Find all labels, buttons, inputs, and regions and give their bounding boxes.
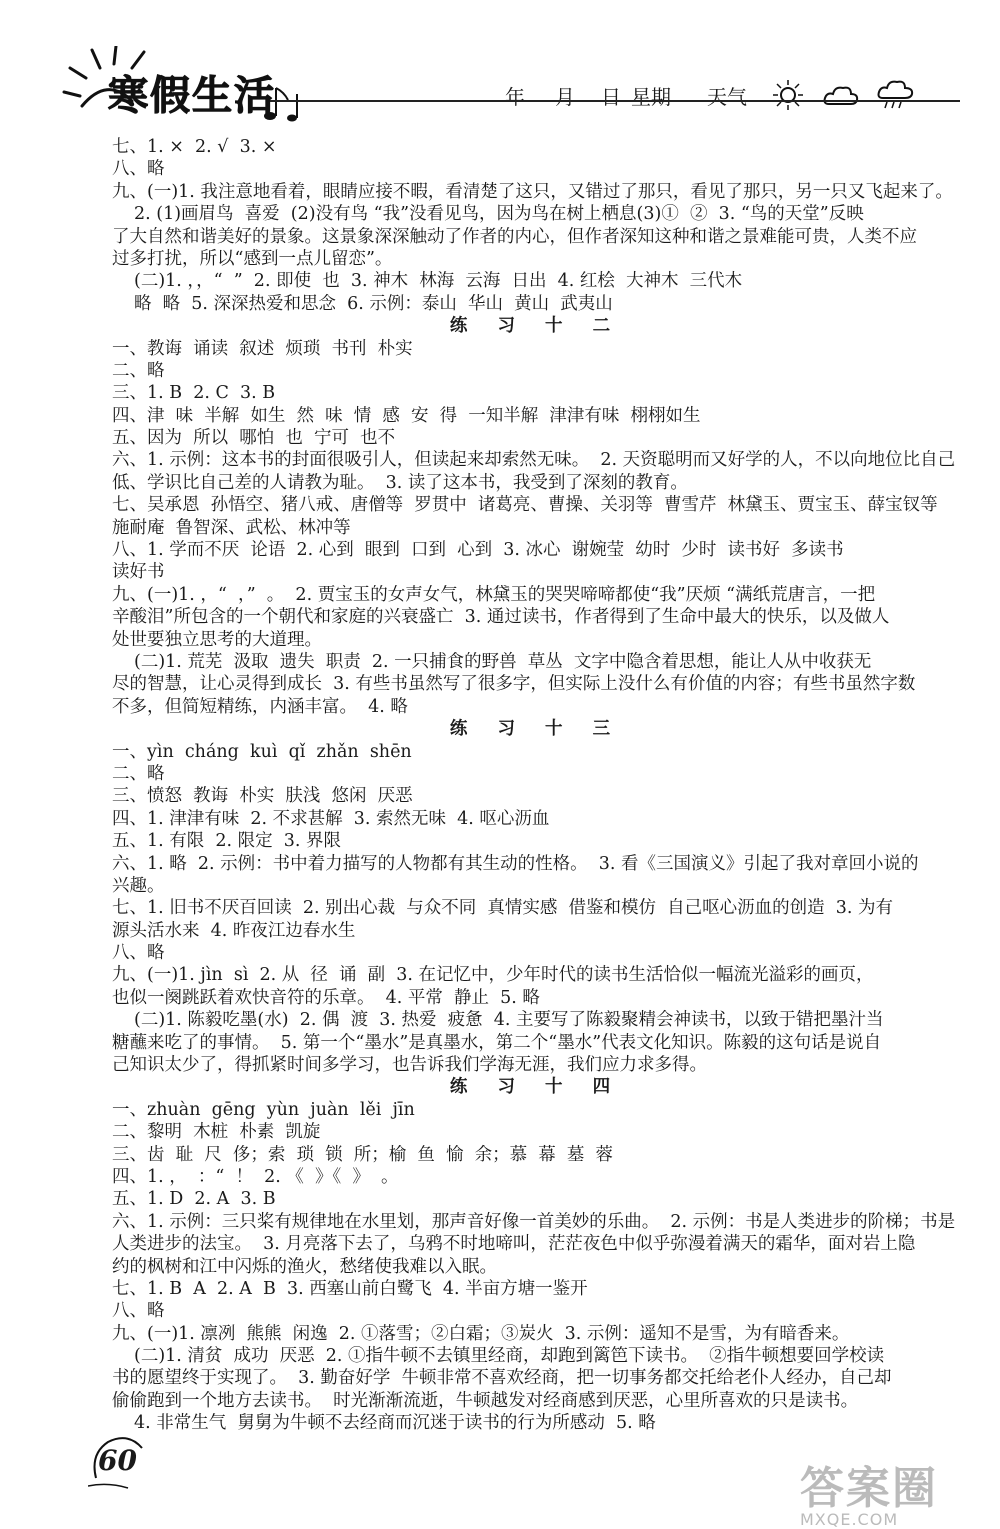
page-number: 60 (98, 1444, 137, 1477)
answer-line: 兴趣。 (112, 875, 165, 896)
answer-line: 施耐庵 鲁智深、武松、林冲等 (112, 517, 351, 538)
watermark-url: MXQE.COM (800, 1510, 899, 1529)
answer-line: 处世要独立思考的大道理。 (112, 629, 322, 650)
day-label: 日 (601, 84, 621, 109)
answer-line: 2. (1)画眉鸟 喜爱 (2)没有鸟 “我”没看见鸟，因为鸟在树上栖息(3)① ② 3. “鸟的天堂”反映 (134, 204, 864, 225)
answer-line: 七、1. 旧书不厌百回读 2. 别出心裁 与众不同 真情实感 借鉴和模仿 自己呕心沥血的创造 3. 为有 (112, 898, 894, 919)
answer-line: 五、1. 有限 2. 限定 3. 界限 (112, 831, 342, 852)
answer-line: 略 略 5. 深深热爱和思念 6. 示例：泰山 华山 黄山 武夷山 (134, 293, 613, 314)
answer-line: 六、1. 示例：三只桨有规律地在水里划，那声音好像一首美妙的乐曲。 2. 示例：书是人类进步的阶梯；书是 (112, 1211, 956, 1232)
answer-line: 三、1. B 2. C 3. B (112, 383, 276, 404)
answer-line: 九、(一)1. 凛冽 熊熊 闲逸 2. ①落雪；②白霜；③炭火 3. 示例：遥知不是雪，为有暗香来。 (112, 1323, 850, 1344)
answer-line: 四、1. ， ：“ ！ 2. 《 》《 》 。 (112, 1166, 399, 1187)
answer-line: 七、1. × 2. √ 3. × (112, 137, 277, 157)
answer-line: (二)1. 荒芜 汲取 遗失 职责 2. 一只捕食的野兽 草丛 文字中隐含着思想，能让人从中收获无 (134, 651, 872, 672)
answer-line: 二、黎明 木桩 朴素 凯旋 (112, 1122, 321, 1143)
sun-icon (771, 80, 805, 110)
answer-line: 一、教诲 诵读 叙述 烦琐 书刊 朴实 (112, 338, 413, 359)
answer-line: 偷偷跑到一个地方去读书。 时光渐渐流逝，牛顿越发对经商感到厌恶，心里所喜欢的只是读书。 (112, 1390, 859, 1411)
answer-line: 八、1. 学而不厌 论语 2. 心到 眼到 口到 心到 3. 冰心 谢婉莹 幼时 少时 读书好 多读书 (112, 540, 844, 561)
answer-line: (二)1. ，，“ ” 2. 即使 也 3. 神木 林海 云海 日出 4. 红桧 大神木 三代木 (134, 271, 743, 292)
answer-line: 八、略 (112, 159, 165, 180)
answer-line: 九、(一)1. ，“ ，” 。 2. 贾宝玉的女声女气，林黛玉的哭哭啼啼都使“我”厌烦 “满纸荒唐言，一把 (112, 584, 876, 605)
answer-line: (二)1. 清贫 成功 厌恶 2. ①指牛顿不去镇里经商，却跑到篱笆下读书。 ②指牛顿想要回学校读 (134, 1346, 885, 1367)
watermark (800, 1452, 980, 1529)
answer-line: 糖蘸来吃了的事情。 5. 第一个“墨水”是真墨水，第二个“墨水”代表文化知识。陈毅的这句话是说自 (112, 1032, 882, 1053)
answer-line: 四、1. 津津有味 2. 不求甚解 3. 索然无味 4. 呕心沥血 (112, 808, 550, 829)
answer-line: 读好书 (112, 562, 165, 583)
month-label: 月 (555, 84, 575, 109)
answer-line: 九、(一)1. 我注意地看着，眼睛应接不暇，看清楚了这只，又错过了那只，看见了那只，另一只又飞起来了。 (112, 181, 953, 202)
answer-line: 八、略 (112, 1301, 165, 1322)
cloud-icon (823, 82, 859, 108)
answer-line: (二)1. 陈毅吃墨(水) 2. 偶 渡 3. 热爱 疲惫 4. 主要写了陈毅聚精会神读书，以致于错把墨汁当 (134, 1010, 884, 1031)
answer-line: 七、吴承恩 孙悟空、猪八戒、唐僧等 罗贯中 诸葛亮、曹操、关羽等 曹雪芹 林黛玉、贾宝玉、薛宝钗等 (112, 495, 938, 516)
answer-line: 己知识太少了，得抓紧时间多学习，也告诉我们学海无涯，我们应力求多得。 (112, 1055, 707, 1076)
answer-line: 也似一阕跳跃着欢快音符的乐章。 4. 平常 静止 5. 略 (112, 987, 540, 1008)
answer-content (112, 136, 960, 1435)
answer-line: 低、学识比自己差的人请教为耻。 3. 读了这本书，我受到了深刻的教育。 (112, 472, 688, 493)
answer-line: 了大自然和谐美好的景象。这景象深深触动了作者的内心，但作者深知这种和谐之景难能可贵，人类不应 (112, 226, 917, 247)
header-rule (270, 100, 960, 102)
answer-line: 约的枫树和江中闪烁的渔火，愁绪使我难以入眠。 (112, 1256, 497, 1277)
answer-line: 二、略 (112, 763, 165, 784)
answer-line: 不多，但简短精练，内涵丰富。 4. 略 (112, 696, 408, 717)
date-weather-row (505, 80, 915, 110)
answer-line: 过多打扰，所以“感到一点儿留恋”。 (112, 248, 393, 269)
weather-icons (771, 80, 915, 110)
answer-line: 4. 非常生气 舅舅为牛顿不去经商而沉迷于读书的行为所感动 5. 略 (134, 1413, 656, 1434)
section-heading: 练 习 十 四 (449, 1077, 623, 1098)
logo-text: 寒假生活 (108, 73, 276, 119)
answer-line: 三、齿 耻 尺 侈；索 琐 锁 所；榆 鱼 愉 余；慕 幕 墓 蓉 (112, 1144, 614, 1165)
answer-line: 五、因为 所以 哪怕 也 宁可 也不 (112, 428, 396, 449)
answer-line: 三、愤怒 教诲 朴实 肤浅 悠闲 厌恶 (112, 786, 413, 807)
answer-line: 尽的智慧，让心灵得到成长 3. 有些书虽然写了很多字，但实际上没什么有价值的内容；有些书虽然字数 (112, 674, 916, 695)
answer-line: 九、(一)1. jìn sì 2. 从 径 诵 副 3. 在记忆中，少年时代的读书生活恰似一幅流光溢彩的画页， (112, 965, 874, 986)
answer-line: 书的愿望终于实现了。 3. 勤奋好学 牛顿非常不喜欢经商，把一切事务都交托给老仆人经办，自己却 (112, 1368, 892, 1389)
answer-line: 七、1. B A 2. A B 3. 西塞山前白鹭飞 4. 半亩方塘一鉴开 (112, 1278, 588, 1299)
answer-line: 六、1. 略 2. 示例：书中着力描写的人物都有其生动的性格。 3. 看《三国演义》引起了我对章回小说的 (112, 853, 919, 874)
answer-line: 人类进步的法宝。 3. 月亮落下去了，乌鸦不时地啼叫，茫茫夜色中似乎弥漫着满天的霜华，面对岩上隐 (112, 1234, 916, 1255)
year-label: 年 (505, 84, 525, 109)
section-heading: 练 习 十 二 (449, 316, 623, 337)
answer-line: 一、zhuàn gēng yùn juàn lěi jīn (112, 1099, 415, 1120)
page-number-badge (88, 1434, 148, 1490)
weekday-label: 星期 (631, 84, 671, 109)
rain-icon (877, 80, 915, 110)
answer-line: 六、1. 示例：这本书的封面很吸引人，但读起来却索然无味。 2. 天资聪明而又好学的人，不以向地位比自己 (112, 450, 956, 471)
page-header (0, 0, 1000, 140)
answer-line: 五、1. D 2. A 3. B (112, 1189, 276, 1210)
answer-line: 一、yìn cháng kuì qǐ zhǎn shēn (112, 741, 412, 762)
watermark-title: 答案圈 (800, 1463, 938, 1514)
section-heading: 练 习 十 三 (449, 719, 623, 740)
weather-label: 天气 (707, 84, 747, 109)
answer-line: 辛酸泪”所包含的一个朝代和家庭的兴衰盛亡 3. 通过读书，作者得到了生命中最大的快乐，以及做人 (112, 607, 890, 628)
answer-line: 八、略 (112, 943, 165, 964)
answer-line: 二、略 (112, 360, 165, 381)
answer-line: 源头活水来 4. 昨夜江边春水生 (112, 920, 356, 941)
answer-line: 四、津 味 半解 如生 然 味 情 感 安 得 一知半解 津津有味 栩栩如生 (112, 405, 701, 426)
